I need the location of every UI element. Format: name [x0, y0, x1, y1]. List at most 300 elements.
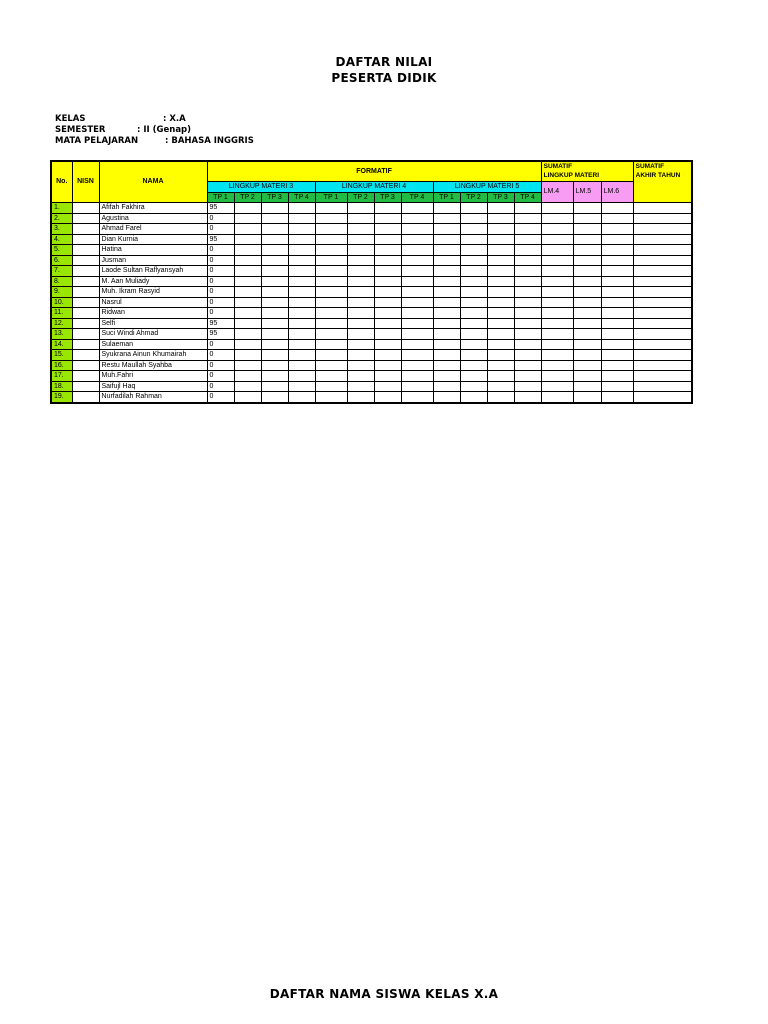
score-cell[interactable]	[460, 360, 487, 371]
score-cell[interactable]	[374, 266, 401, 277]
score-cell[interactable]	[374, 381, 401, 392]
sumatif-lm-cell[interactable]	[601, 318, 633, 329]
score-cell[interactable]	[288, 371, 315, 382]
score-cell[interactable]	[433, 381, 460, 392]
sumatif-akhir-cell[interactable]	[633, 339, 692, 350]
sumatif-lm-cell[interactable]	[541, 392, 573, 403]
score-cell[interactable]	[460, 308, 487, 319]
score-cell[interactable]	[288, 381, 315, 392]
score-cell[interactable]	[374, 392, 401, 403]
score-cell[interactable]	[261, 255, 288, 266]
score-cell[interactable]	[347, 339, 374, 350]
score-cell[interactable]: 0	[207, 266, 234, 277]
score-cell[interactable]	[347, 350, 374, 361]
score-cell[interactable]	[487, 224, 514, 235]
score-cell[interactable]	[234, 308, 261, 319]
score-cell[interactable]	[288, 255, 315, 266]
sumatif-lm-cell[interactable]	[601, 308, 633, 319]
score-cell[interactable]	[288, 203, 315, 214]
sumatif-lm-cell[interactable]	[573, 371, 601, 382]
score-cell[interactable]	[374, 224, 401, 235]
sumatif-lm-cell[interactable]	[541, 297, 573, 308]
score-cell[interactable]	[234, 203, 261, 214]
score-cell[interactable]	[487, 255, 514, 266]
sumatif-lm-cell[interactable]	[573, 329, 601, 340]
nisn-cell[interactable]	[72, 318, 99, 329]
score-cell[interactable]	[433, 203, 460, 214]
score-cell[interactable]	[401, 392, 433, 403]
score-cell[interactable]	[261, 308, 288, 319]
score-cell[interactable]: 0	[207, 371, 234, 382]
score-cell[interactable]	[288, 245, 315, 256]
score-cell[interactable]	[234, 339, 261, 350]
score-cell[interactable]	[347, 234, 374, 245]
score-cell[interactable]	[261, 350, 288, 361]
sumatif-lm-cell[interactable]	[601, 213, 633, 224]
score-cell[interactable]: 0	[207, 287, 234, 298]
score-cell[interactable]	[460, 213, 487, 224]
nisn-cell[interactable]	[72, 203, 99, 214]
score-cell[interactable]	[261, 381, 288, 392]
sumatif-akhir-cell[interactable]	[633, 381, 692, 392]
score-cell[interactable]	[288, 266, 315, 277]
score-cell[interactable]	[514, 255, 541, 266]
score-cell[interactable]	[347, 276, 374, 287]
score-cell[interactable]	[374, 255, 401, 266]
sumatif-akhir-cell[interactable]	[633, 245, 692, 256]
sumatif-lm-cell[interactable]	[573, 245, 601, 256]
score-cell[interactable]	[514, 318, 541, 329]
score-cell[interactable]	[401, 234, 433, 245]
score-cell[interactable]	[234, 276, 261, 287]
score-cell[interactable]	[433, 392, 460, 403]
score-cell[interactable]	[234, 245, 261, 256]
score-cell[interactable]: 0	[207, 213, 234, 224]
score-cell[interactable]	[514, 350, 541, 361]
sumatif-lm-cell[interactable]	[541, 266, 573, 277]
score-cell[interactable]	[401, 350, 433, 361]
score-cell[interactable]	[315, 234, 347, 245]
score-cell[interactable]: 0	[207, 339, 234, 350]
score-cell[interactable]	[433, 224, 460, 235]
score-cell[interactable]: 0	[207, 245, 234, 256]
score-cell[interactable]	[288, 360, 315, 371]
score-cell[interactable]	[401, 381, 433, 392]
score-cell[interactable]	[234, 234, 261, 245]
score-cell[interactable]	[487, 276, 514, 287]
score-cell[interactable]	[433, 360, 460, 371]
sumatif-lm-cell[interactable]	[573, 276, 601, 287]
sumatif-lm-cell[interactable]	[541, 339, 573, 350]
score-cell[interactable]	[261, 329, 288, 340]
sumatif-lm-cell[interactable]	[573, 360, 601, 371]
sumatif-lm-cell[interactable]	[541, 350, 573, 361]
score-cell[interactable]	[347, 308, 374, 319]
score-cell[interactable]	[347, 287, 374, 298]
score-cell[interactable]: 0	[207, 360, 234, 371]
score-cell[interactable]	[315, 350, 347, 361]
score-cell[interactable]	[514, 329, 541, 340]
score-cell[interactable]	[433, 213, 460, 224]
score-cell[interactable]	[460, 255, 487, 266]
sumatif-lm-cell[interactable]	[573, 392, 601, 403]
sumatif-lm-cell[interactable]	[541, 224, 573, 235]
score-cell[interactable]	[487, 308, 514, 319]
sumatif-lm-cell[interactable]	[573, 234, 601, 245]
score-cell[interactable]	[401, 318, 433, 329]
score-cell[interactable]	[315, 360, 347, 371]
sumatif-lm-cell[interactable]	[601, 287, 633, 298]
score-cell[interactable]	[374, 318, 401, 329]
sumatif-lm-cell[interactable]	[601, 297, 633, 308]
score-cell[interactable]	[514, 392, 541, 403]
score-cell[interactable]: 0	[207, 276, 234, 287]
sumatif-lm-cell[interactable]	[541, 360, 573, 371]
score-cell[interactable]	[460, 381, 487, 392]
score-cell[interactable]	[401, 224, 433, 235]
nisn-cell[interactable]	[72, 360, 99, 371]
sumatif-lm-cell[interactable]	[541, 318, 573, 329]
sumatif-lm-cell[interactable]	[541, 245, 573, 256]
score-cell[interactable]	[234, 287, 261, 298]
score-cell[interactable]	[460, 276, 487, 287]
score-cell[interactable]	[514, 266, 541, 277]
score-cell[interactable]	[514, 287, 541, 298]
score-cell[interactable]: 95	[207, 329, 234, 340]
score-cell[interactable]	[460, 224, 487, 235]
score-cell[interactable]	[374, 213, 401, 224]
score-cell[interactable]	[460, 266, 487, 277]
score-cell[interactable]	[401, 371, 433, 382]
score-cell[interactable]	[261, 371, 288, 382]
sumatif-akhir-cell[interactable]	[633, 329, 692, 340]
score-cell[interactable]	[374, 371, 401, 382]
sumatif-lm-cell[interactable]	[573, 287, 601, 298]
nisn-cell[interactable]	[72, 255, 99, 266]
score-cell[interactable]	[460, 392, 487, 403]
score-cell[interactable]	[514, 308, 541, 319]
sumatif-akhir-cell[interactable]	[633, 266, 692, 277]
nisn-cell[interactable]	[72, 224, 99, 235]
nisn-cell[interactable]	[72, 392, 99, 403]
sumatif-lm-cell[interactable]	[601, 276, 633, 287]
score-cell[interactable]	[234, 371, 261, 382]
score-cell[interactable]	[460, 287, 487, 298]
nisn-cell[interactable]	[72, 381, 99, 392]
sumatif-lm-cell[interactable]	[573, 350, 601, 361]
score-cell[interactable]	[514, 297, 541, 308]
nisn-cell[interactable]	[72, 266, 99, 277]
sumatif-lm-cell[interactable]	[601, 392, 633, 403]
score-cell[interactable]	[261, 392, 288, 403]
score-cell[interactable]	[288, 329, 315, 340]
score-cell[interactable]	[315, 339, 347, 350]
score-cell[interactable]	[374, 287, 401, 298]
sumatif-lm-cell[interactable]	[573, 308, 601, 319]
score-cell[interactable]: 0	[207, 381, 234, 392]
score-cell[interactable]	[487, 245, 514, 256]
score-cell[interactable]	[487, 203, 514, 214]
score-cell[interactable]	[315, 371, 347, 382]
sumatif-lm-cell[interactable]	[541, 276, 573, 287]
score-cell[interactable]	[315, 392, 347, 403]
score-cell[interactable]	[433, 308, 460, 319]
score-cell[interactable]	[433, 329, 460, 340]
score-cell[interactable]	[401, 339, 433, 350]
score-cell[interactable]	[433, 287, 460, 298]
score-cell[interactable]	[288, 213, 315, 224]
sumatif-lm-cell[interactable]	[601, 339, 633, 350]
sumatif-lm-cell[interactable]	[573, 266, 601, 277]
score-cell[interactable]	[433, 276, 460, 287]
score-cell[interactable]	[261, 203, 288, 214]
score-cell[interactable]	[487, 360, 514, 371]
sumatif-akhir-cell[interactable]	[633, 350, 692, 361]
score-cell[interactable]	[315, 255, 347, 266]
score-cell[interactable]	[234, 318, 261, 329]
sumatif-akhir-cell[interactable]	[633, 224, 692, 235]
score-cell[interactable]	[401, 245, 433, 256]
score-cell[interactable]	[374, 350, 401, 361]
score-cell[interactable]	[288, 392, 315, 403]
score-cell[interactable]	[261, 224, 288, 235]
score-cell[interactable]	[514, 381, 541, 392]
sumatif-lm-cell[interactable]	[601, 350, 633, 361]
score-cell[interactable]	[487, 392, 514, 403]
score-cell[interactable]	[315, 266, 347, 277]
sumatif-lm-cell[interactable]	[573, 381, 601, 392]
score-cell[interactable]	[234, 329, 261, 340]
nisn-cell[interactable]	[72, 308, 99, 319]
score-cell[interactable]	[315, 297, 347, 308]
score-cell[interactable]: 0	[207, 224, 234, 235]
score-cell[interactable]	[261, 213, 288, 224]
score-cell[interactable]	[234, 213, 261, 224]
score-cell[interactable]: 95	[207, 234, 234, 245]
score-cell[interactable]	[261, 276, 288, 287]
score-cell[interactable]	[514, 339, 541, 350]
score-cell[interactable]	[514, 234, 541, 245]
score-cell[interactable]	[288, 318, 315, 329]
sumatif-akhir-cell[interactable]	[633, 203, 692, 214]
sumatif-lm-cell[interactable]	[601, 371, 633, 382]
score-cell[interactable]	[261, 266, 288, 277]
score-cell[interactable]	[487, 287, 514, 298]
nisn-cell[interactable]	[72, 297, 99, 308]
score-cell[interactable]	[487, 297, 514, 308]
sumatif-lm-cell[interactable]	[601, 203, 633, 214]
score-cell[interactable]	[347, 224, 374, 235]
score-cell[interactable]	[261, 318, 288, 329]
score-cell[interactable]	[374, 339, 401, 350]
score-cell[interactable]	[315, 318, 347, 329]
score-cell[interactable]	[401, 276, 433, 287]
nisn-cell[interactable]	[72, 276, 99, 287]
score-cell[interactable]	[374, 360, 401, 371]
score-cell[interactable]	[288, 234, 315, 245]
score-cell[interactable]	[261, 245, 288, 256]
score-cell[interactable]	[288, 287, 315, 298]
sumatif-lm-cell[interactable]	[601, 245, 633, 256]
score-cell[interactable]	[514, 245, 541, 256]
score-cell[interactable]	[347, 371, 374, 382]
score-cell[interactable]	[347, 255, 374, 266]
sumatif-lm-cell[interactable]	[541, 255, 573, 266]
sumatif-lm-cell[interactable]	[601, 329, 633, 340]
score-cell[interactable]	[261, 297, 288, 308]
score-cell[interactable]	[374, 329, 401, 340]
sumatif-lm-cell[interactable]	[573, 297, 601, 308]
sumatif-lm-cell[interactable]	[601, 234, 633, 245]
score-cell[interactable]	[347, 297, 374, 308]
sumatif-lm-cell[interactable]	[601, 360, 633, 371]
score-cell[interactable]: 0	[207, 308, 234, 319]
score-cell[interactable]: 0	[207, 255, 234, 266]
score-cell[interactable]	[487, 266, 514, 277]
score-cell[interactable]	[401, 287, 433, 298]
score-cell[interactable]	[460, 203, 487, 214]
sumatif-akhir-cell[interactable]	[633, 287, 692, 298]
score-cell[interactable]	[347, 392, 374, 403]
sumatif-akhir-cell[interactable]	[633, 297, 692, 308]
score-cell[interactable]: 0	[207, 350, 234, 361]
sumatif-akhir-cell[interactable]	[633, 308, 692, 319]
sumatif-lm-cell[interactable]	[541, 287, 573, 298]
nisn-cell[interactable]	[72, 371, 99, 382]
score-cell[interactable]	[433, 245, 460, 256]
nisn-cell[interactable]	[72, 350, 99, 361]
score-cell[interactable]	[433, 266, 460, 277]
score-cell[interactable]	[487, 381, 514, 392]
sumatif-lm-cell[interactable]	[601, 266, 633, 277]
nisn-cell[interactable]	[72, 213, 99, 224]
score-cell[interactable]	[234, 297, 261, 308]
score-cell[interactable]	[460, 234, 487, 245]
sumatif-lm-cell[interactable]	[573, 255, 601, 266]
score-cell[interactable]	[433, 350, 460, 361]
score-cell[interactable]	[433, 339, 460, 350]
score-cell[interactable]	[234, 224, 261, 235]
sumatif-lm-cell[interactable]	[541, 329, 573, 340]
score-cell[interactable]	[234, 266, 261, 277]
score-cell[interactable]	[288, 297, 315, 308]
sumatif-akhir-cell[interactable]	[633, 234, 692, 245]
nisn-cell[interactable]	[72, 245, 99, 256]
score-cell[interactable]	[401, 255, 433, 266]
sumatif-lm-cell[interactable]	[541, 203, 573, 214]
score-cell[interactable]	[401, 203, 433, 214]
score-cell[interactable]	[347, 245, 374, 256]
score-cell[interactable]	[514, 371, 541, 382]
score-cell[interactable]	[487, 329, 514, 340]
score-cell[interactable]	[460, 350, 487, 361]
score-cell[interactable]: 95	[207, 318, 234, 329]
score-cell[interactable]	[315, 329, 347, 340]
score-cell[interactable]	[315, 203, 347, 214]
score-cell[interactable]	[433, 234, 460, 245]
score-cell[interactable]	[460, 297, 487, 308]
score-cell[interactable]	[315, 276, 347, 287]
score-cell[interactable]	[374, 276, 401, 287]
score-cell[interactable]	[401, 329, 433, 340]
score-cell[interactable]	[261, 234, 288, 245]
nisn-cell[interactable]	[72, 234, 99, 245]
score-cell[interactable]	[288, 224, 315, 235]
score-cell[interactable]	[315, 224, 347, 235]
score-cell[interactable]	[374, 308, 401, 319]
sumatif-lm-cell[interactable]	[573, 203, 601, 214]
score-cell[interactable]	[288, 339, 315, 350]
sumatif-akhir-cell[interactable]	[633, 213, 692, 224]
score-cell[interactable]	[460, 329, 487, 340]
score-cell[interactable]	[315, 213, 347, 224]
score-cell[interactable]	[315, 245, 347, 256]
sumatif-lm-cell[interactable]	[541, 308, 573, 319]
sumatif-lm-cell[interactable]	[573, 339, 601, 350]
score-cell[interactable]	[347, 203, 374, 214]
score-cell[interactable]	[460, 318, 487, 329]
score-cell[interactable]	[460, 245, 487, 256]
sumatif-akhir-cell[interactable]	[633, 392, 692, 403]
score-cell[interactable]	[347, 381, 374, 392]
score-cell[interactable]	[288, 350, 315, 361]
score-cell[interactable]	[234, 255, 261, 266]
score-cell[interactable]	[261, 287, 288, 298]
score-cell[interactable]	[514, 203, 541, 214]
score-cell[interactable]	[401, 308, 433, 319]
score-cell[interactable]	[234, 392, 261, 403]
score-cell[interactable]: 95	[207, 203, 234, 214]
sumatif-lm-cell[interactable]	[601, 224, 633, 235]
sumatif-akhir-cell[interactable]	[633, 318, 692, 329]
score-cell[interactable]	[315, 287, 347, 298]
sumatif-akhir-cell[interactable]	[633, 276, 692, 287]
score-cell[interactable]	[460, 339, 487, 350]
score-cell[interactable]	[433, 255, 460, 266]
sumatif-lm-cell[interactable]	[541, 381, 573, 392]
sumatif-akhir-cell[interactable]	[633, 371, 692, 382]
score-cell[interactable]	[234, 381, 261, 392]
sumatif-lm-cell[interactable]	[573, 224, 601, 235]
nisn-cell[interactable]	[72, 329, 99, 340]
score-cell[interactable]	[487, 318, 514, 329]
score-cell[interactable]	[514, 276, 541, 287]
score-cell[interactable]	[401, 297, 433, 308]
sumatif-lm-cell[interactable]	[541, 213, 573, 224]
score-cell[interactable]	[460, 371, 487, 382]
sumatif-akhir-cell[interactable]	[633, 360, 692, 371]
score-cell[interactable]	[487, 339, 514, 350]
sumatif-lm-cell[interactable]	[601, 381, 633, 392]
score-cell[interactable]	[401, 213, 433, 224]
score-cell[interactable]	[433, 371, 460, 382]
score-cell[interactable]: 0	[207, 297, 234, 308]
score-cell[interactable]	[347, 266, 374, 277]
score-cell[interactable]	[315, 381, 347, 392]
score-cell[interactable]	[234, 360, 261, 371]
score-cell[interactable]	[234, 350, 261, 361]
score-cell[interactable]	[514, 213, 541, 224]
score-cell[interactable]	[401, 360, 433, 371]
nisn-cell[interactable]	[72, 287, 99, 298]
score-cell[interactable]	[315, 308, 347, 319]
score-cell[interactable]	[487, 234, 514, 245]
nisn-cell[interactable]	[72, 339, 99, 350]
sumatif-lm-cell[interactable]	[573, 318, 601, 329]
sumatif-lm-cell[interactable]	[601, 255, 633, 266]
score-cell[interactable]	[347, 329, 374, 340]
score-cell[interactable]	[374, 203, 401, 214]
